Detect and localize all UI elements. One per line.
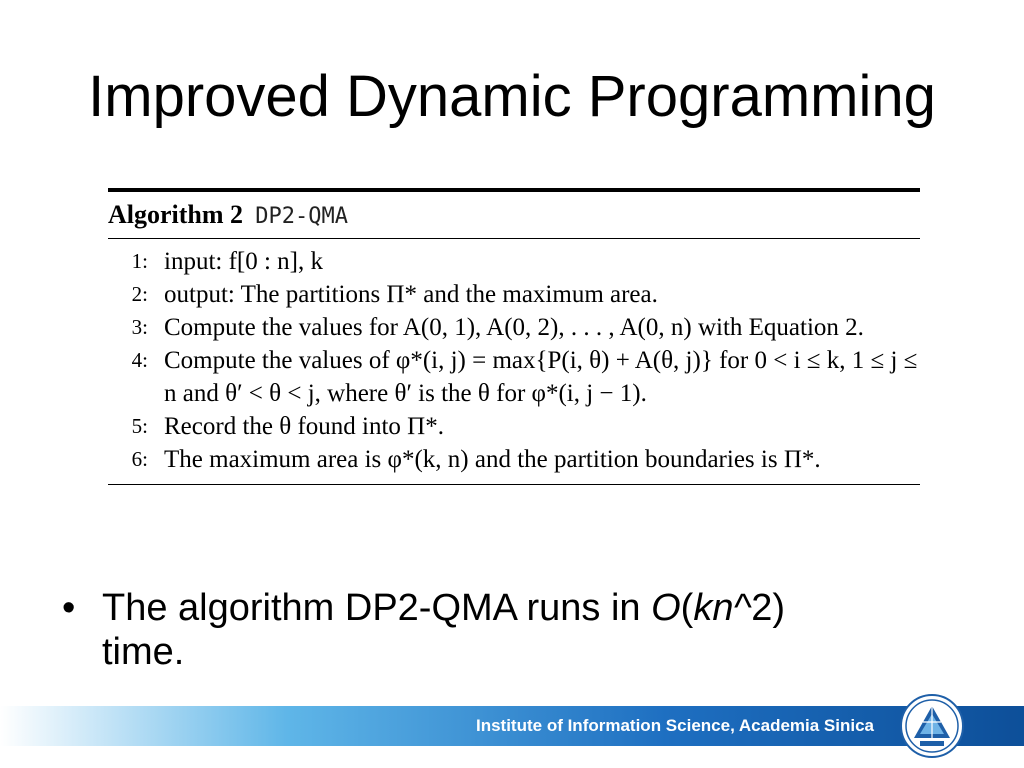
algorithm-line — [108, 443, 920, 476]
algorithm-line — [108, 410, 920, 443]
footer-text: Institute of Information Science, Academia Sinica — [475, 716, 874, 735]
big-o: O — [651, 587, 681, 629]
complexity-exp: 2 — [751, 587, 773, 629]
paren-close: ) — [772, 587, 786, 629]
algorithm-name: DP2-QMA — [255, 204, 349, 229]
line-text: Compute the values for A(0, 1), A(0, 2), . . . , A(0, n) with Equation 2. — [164, 314, 864, 341]
slide-title: Improved Dynamic Programming — [88, 64, 936, 129]
line-number: 3: — [131, 315, 148, 339]
line-number: 4: — [131, 348, 148, 372]
algorithm-line — [108, 278, 920, 311]
line-text: input: f[0 : n], k — [164, 248, 324, 275]
algorithm-label: Algorithm 2 — [108, 200, 244, 229]
algorithm-line — [108, 311, 920, 344]
line-text: output: The partitions Π* and the maximum area. — [164, 281, 658, 308]
algorithm-box — [108, 188, 920, 485]
line-number: 5: — [131, 414, 148, 438]
algorithm-line — [108, 245, 920, 278]
paren-open: ( — [680, 587, 694, 629]
complexity-expr: kn^ — [693, 587, 752, 629]
bullet-text-main: The algorithm DP2-QMA runs in — [102, 587, 652, 629]
bullet-icon: • — [62, 587, 76, 629]
footer-bar — [0, 706, 1024, 746]
algorithm-line — [108, 344, 920, 410]
line-number: 2: — [131, 282, 148, 306]
line-text: Compute the values of φ*(i, j) = max{P(i, θ) + A(θ, j)} for 0 < i ≤ k, 1 ≤ j ≤ n and θ′ < θ < j, where θ′ is the θ for φ*(i, j − 1). — [164, 347, 918, 407]
bullet-text-end: time. — [102, 631, 185, 673]
line-number: 1: — [131, 249, 148, 273]
line-number: 6: — [131, 447, 148, 471]
line-text: Record the θ found into Π*. — [164, 413, 444, 440]
bullet-item — [62, 586, 962, 674]
bullet-text — [102, 586, 962, 674]
institute-seal-icon — [900, 694, 964, 758]
algorithm-header — [108, 192, 920, 239]
line-text: The maximum area is φ*(k, n) and the partition boundaries is Π*. — [164, 446, 821, 473]
algorithm-body — [108, 239, 920, 485]
